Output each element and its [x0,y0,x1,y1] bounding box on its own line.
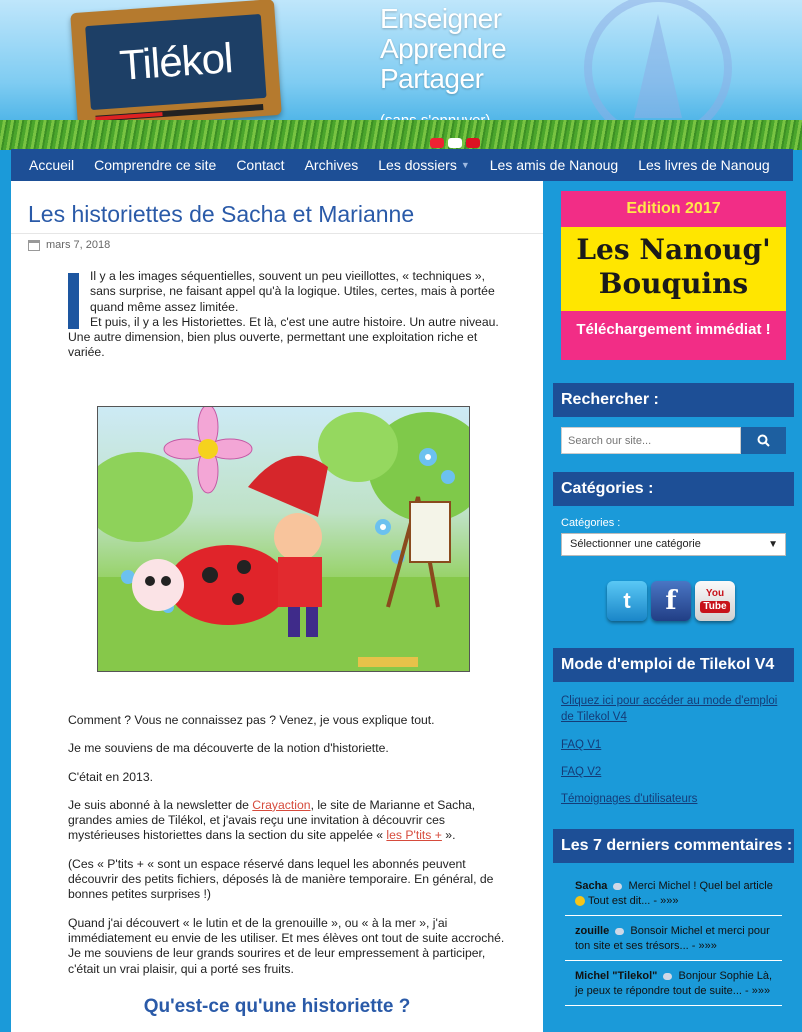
comment-author: zouille [575,925,610,937]
text-span: ». [441,828,456,843]
text-span: , le site de Marianne et Sacha, grandes amies de Tilékol, et j'avais reçu une invitation à découvrir ces mystérieuses historiettes dans la section du site appelée « [68,797,476,843]
comment-item[interactable] [565,961,782,1006]
categories-select[interactable] [561,533,786,556]
comment-item[interactable] [565,871,782,916]
promo-edition: Edition 2017 [626,200,721,217]
post-illustration [97,406,470,672]
body-paragraph [68,798,508,844]
youtube-tube: Tube [700,601,729,613]
categories-selected: Sélectionner une catégorie [570,538,701,550]
post-body [68,713,508,990]
search-widget-title: Rechercher : [553,383,794,417]
search-button[interactable] [741,427,786,454]
facebook-icon[interactable] [651,581,691,621]
nav-item-contact[interactable]: Contact [236,157,285,173]
comments-widget-title: Les 7 derniers commentaires : [553,829,794,863]
main-nav [11,149,793,181]
tagline-line: Partager [380,63,484,94]
calendar-icon [28,240,40,251]
tagline-line: Enseigner [380,3,502,34]
nav-item-comprendre[interactable]: Comprendre ce site [94,157,217,173]
main-content [11,181,543,1032]
search-icon [757,434,770,447]
site-tagline [380,4,506,94]
manual-widget-title: Mode d'emploi de Tilekol V4 [553,648,794,682]
faq-v2-link[interactable]: FAQ V2 [561,766,602,778]
twitter-glyph: t [623,588,631,613]
body-paragraph: (Ces « P'tits + « sont un espace réservé dans lequel les abonnés peuvent découvrir des petits fichiers, déposés là de manière temporaire. En général, de bonnes petites surprises !) [68,856,494,902]
comment-text: Bonsoir Michel et merci pour ton site et ses trésors... - »»» [575,925,770,952]
section-heading: Qu'est-ce qu'une historiette ? [143,996,411,1017]
post-intro [68,269,504,361]
post-title[interactable]: Les historiettes de Sacha et Marianne [28,201,415,227]
youtube-icon[interactable] [695,581,735,621]
promo-title [561,233,786,301]
body-paragraph: Je me souviens de ma découverte de la notion d'historiette. [68,741,389,756]
twitter-icon[interactable] [607,581,647,621]
body-paragraph: Quand j'ai découvert « le lutin et de la grenouille », ou « à la mer », j'ai immédiatement eu envie de les utiliser. Et mes élèves ont tout de suite accroché. Je me souviens de leur grands sourires et de leur empressement à participer, c'était un vrai plaisir, qui a porté ses fruits. [68,915,505,976]
dropdown-arrow-icon: ▼ [768,539,778,550]
intro-paragraph: Il y a les images séquentielles, souvent un peu vieillottes, « techniques », sans surprise, ne faisant appel qu'à la logique. Utiles, certes, mais à portée quand même assez limitée. [90,269,495,314]
promo-banner[interactable] [561,191,786,360]
manual-link[interactable]: Cliquez ici pour accéder au mode d'emploi de Tilekol V4 [561,695,778,723]
youtube-you: You [705,588,725,599]
nav-item-accueil[interactable]: Accueil [29,157,75,173]
body-paragraph: Comment ? Vous ne connaissez pas ? Venez, je vous explique tout. [68,713,435,727]
comment-text: Tout est dit... - »»» [588,895,679,907]
header-badges [430,138,480,148]
promo-title-line: Les Nanoug' [576,233,771,266]
site-logo[interactable] [70,0,282,129]
nav-item-dossiers[interactable] [368,149,480,181]
comment-item[interactable] [565,916,782,961]
post-date [28,239,110,251]
site-header [0,0,802,150]
comment-author: Michel "Tilekol" [575,970,658,982]
dropcap-bar: I [68,273,79,329]
search-form [561,427,786,454]
comment-text: Bonjour Sophie Là, je peux te répondre tout de suite... - »»» [575,970,773,997]
nav-item-livres[interactable]: Les livres de Nanoug [638,157,770,173]
logo-text: Tilékol [117,34,234,89]
testimonials-link[interactable]: Témoignages d'utilisateurs [561,793,698,805]
promo-title-line: Bouquins [598,267,749,300]
search-input[interactable] [561,427,741,454]
nav-item-dossiers-label: Les dossiers [378,157,457,173]
crayaction-link[interactable]: Crayaction [252,797,311,812]
body-paragraph: C'était en 2013. [68,769,153,784]
nav-item-archives[interactable]: Archives [304,157,359,173]
faq-v1-link[interactable]: FAQ V1 [561,739,602,751]
smiley-icon [575,896,585,906]
header-grass [0,120,802,150]
promo-download: Téléchargement immédiat ! [576,321,771,338]
comment-bubble-icon [615,928,624,935]
categories-label: Catégories : [561,517,621,529]
nav-item-amis[interactable]: Les amis de Nanoug [489,157,619,173]
recent-comments [565,871,782,1006]
categories-widget-title: Catégories : [553,472,794,506]
comment-bubble-icon [613,883,622,890]
divider [11,233,543,234]
tagline-line: Apprendre [380,33,507,64]
comment-author: Sacha [575,880,608,892]
post-date-text: mars 7, 2018 [46,239,111,251]
intro-paragraph: Et puis, il y a les Historiettes. Et là, c'est une autre histoire. Un autre niveau. Une autre dimension, bien plus ouverte, permettant une exploitation riche et variée. [68,314,499,360]
text-span: Je suis abonné à la newsletter de [68,797,253,812]
caret-down-icon: ▼ [460,160,470,170]
comment-text: Merci Michel ! Quel bel article [628,880,773,892]
ptits-plus-link[interactable]: les P'tits + [386,828,442,843]
comment-bubble-icon [663,973,672,980]
facebook-glyph: f [665,586,677,616]
